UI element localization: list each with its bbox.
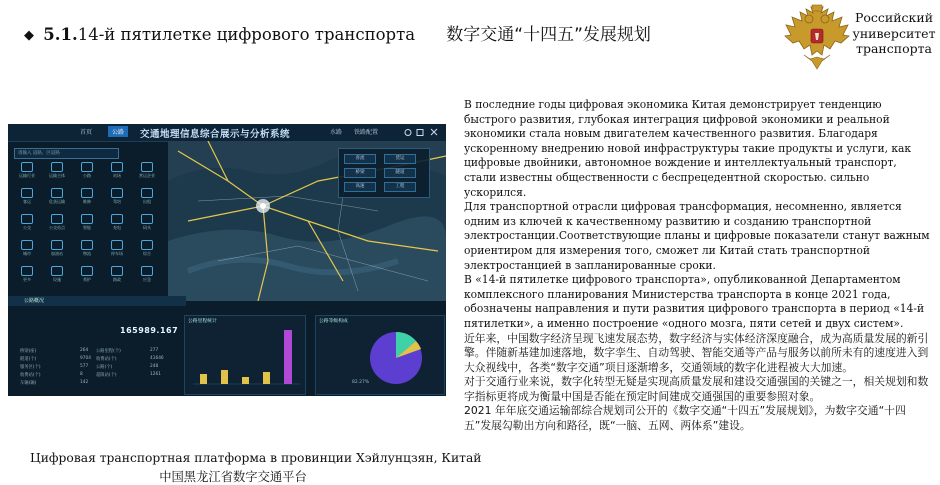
university-line-1: Российский bbox=[854, 10, 934, 25]
category-label: 物流 bbox=[83, 251, 91, 256]
filter-button[interactable]: 高速 bbox=[344, 182, 376, 192]
category-label: 更多 bbox=[23, 277, 31, 282]
stat-value: 1261 bbox=[150, 372, 161, 377]
category-tile[interactable] bbox=[44, 162, 70, 180]
stat-label: 公路(个) bbox=[96, 365, 113, 370]
bar bbox=[284, 330, 292, 384]
diamond-bullet-icon: ◆ bbox=[24, 28, 34, 43]
category-label: 运输主体 bbox=[49, 173, 65, 178]
title-chinese: 数字交通“十四五”发展规划 bbox=[446, 25, 651, 45]
paragraph-cn-1: 近年来，中国数字经济呈现飞速发展态势，数字经济与实体经济深度融合，成为高质量发展的新引擎。伴随新基建加速落地，数字孪生、自动驾驶、智能交通等产品与服务以前所未有的速度进入到大众视线中，各类“数字交通”项目逐渐增多，交通领域的数字化进程被大大加速。 bbox=[464, 331, 929, 374]
category-label: 公交站点 bbox=[49, 225, 65, 230]
category-icon bbox=[51, 214, 63, 224]
category-icon bbox=[141, 188, 153, 198]
filter-button[interactable]: 客流 bbox=[344, 154, 376, 164]
bar bbox=[221, 370, 228, 384]
category-icon bbox=[81, 188, 93, 198]
category-icon bbox=[21, 188, 33, 198]
stat-value: 248 bbox=[150, 364, 159, 369]
category-icon bbox=[51, 266, 63, 276]
road-grade-pie-panel bbox=[315, 315, 445, 395]
paragraph-ru-2: Для транспортной отрасли цифровая трансформация, несомненно, является одним из ключей к качественному развитию и созданию транспортной электростанции.Соответствующие планы и цифровые показатели станут важным ориентиром для измерения того, сможет ли Китай стать транспортной электростанцией в запланированные сроки. bbox=[464, 200, 930, 272]
category-icon bbox=[21, 266, 33, 276]
category-label: 公交 bbox=[23, 225, 31, 230]
category-icon-grid bbox=[14, 144, 166, 294]
screen-icon[interactable] bbox=[417, 130, 423, 136]
category-label: 客运 bbox=[23, 199, 31, 204]
figure-caption-russian: Цифровая транспортная платформа в провинции Хэйлунцзян, Китай bbox=[30, 451, 482, 465]
category-tile[interactable] bbox=[134, 188, 160, 206]
digital-platform-screenshot bbox=[8, 124, 446, 396]
pie-percent-label: 82.27% bbox=[352, 380, 370, 385]
panel-title: 公路等级构成 bbox=[319, 319, 348, 324]
body-text bbox=[464, 98, 930, 434]
figure-caption-chinese: 中国黑龙江省数字交通平台 bbox=[159, 470, 307, 484]
category-tile[interactable] bbox=[104, 240, 130, 258]
category-tile[interactable] bbox=[74, 162, 100, 180]
bar-chart bbox=[185, 316, 305, 394]
paragraph-cn-2: 对于交通行业来说，数字化转型无疑是实现高质量发展和建设交通强国的关键之一，相关规划和数字指标更将成为衡量中国是否能在预定时间建成交通强国的重要参照对象。 bbox=[464, 375, 929, 403]
category-icon bbox=[141, 162, 153, 172]
filter-button[interactable]: 隧道 bbox=[384, 168, 416, 178]
overview-panel bbox=[8, 296, 179, 396]
category-label: 公路 bbox=[83, 173, 91, 178]
stat-label: 车辆(辆) bbox=[20, 381, 37, 386]
category-icon bbox=[141, 240, 153, 250]
category-icon bbox=[111, 214, 123, 224]
category-label: 综合 bbox=[143, 251, 151, 256]
stat-value: 264 bbox=[80, 348, 89, 353]
stat-value: 142 bbox=[80, 380, 89, 385]
category-tile[interactable] bbox=[74, 188, 100, 206]
road-length-bar-panel bbox=[184, 315, 306, 395]
filter-button[interactable]: 桥梁 bbox=[344, 168, 376, 178]
title-russian: 14-й пятилетке цифрового транспорта bbox=[77, 25, 416, 44]
stat-label: 收费站(个) bbox=[20, 373, 41, 378]
section-number: 5.1. bbox=[43, 25, 78, 44]
category-tile[interactable] bbox=[44, 214, 70, 232]
university-line-2: университет bbox=[852, 25, 936, 41]
category-icon bbox=[51, 240, 63, 250]
category-label: 城市 bbox=[23, 251, 31, 256]
category-tile[interactable] bbox=[104, 266, 130, 284]
category-label: 营运企业 bbox=[139, 173, 155, 178]
category-icon bbox=[111, 266, 123, 276]
category-icon bbox=[51, 162, 63, 172]
category-label: 停车场 bbox=[111, 251, 123, 256]
category-tile[interactable] bbox=[14, 240, 40, 258]
category-label: 智能 bbox=[83, 225, 91, 230]
category-label: 出租 bbox=[143, 199, 151, 204]
stat-value: 277 bbox=[150, 348, 159, 353]
stat-label: 收费站(个) bbox=[96, 357, 117, 362]
category-label: 危货运输 bbox=[49, 199, 65, 204]
tab-home[interactable]: 首页 bbox=[80, 129, 93, 136]
category-label: 码头 bbox=[143, 225, 151, 230]
category-tile[interactable] bbox=[134, 240, 160, 258]
category-tile[interactable] bbox=[74, 214, 100, 232]
category-icon bbox=[21, 214, 33, 224]
category-tile[interactable] bbox=[44, 266, 70, 284]
category-label: 驾培 bbox=[113, 199, 121, 204]
platform-title: 交通地理信息综合展示与分析系统 bbox=[140, 129, 291, 140]
category-tile[interactable] bbox=[134, 214, 160, 232]
category-label: 维修 bbox=[83, 199, 91, 204]
toolbar-icons bbox=[404, 128, 442, 137]
total-road-length: 165989.167 bbox=[120, 326, 179, 335]
category-icon bbox=[51, 188, 63, 198]
category-label: 运输行业 bbox=[19, 173, 35, 178]
category-icon bbox=[141, 214, 153, 224]
category-icon bbox=[21, 240, 33, 250]
category-label: 加油站 bbox=[51, 251, 63, 256]
category-tile[interactable] bbox=[14, 188, 40, 206]
category-icon bbox=[81, 214, 93, 224]
search-input[interactable]: 请输入 道路、区道路 bbox=[14, 148, 119, 159]
stat-value: 577 bbox=[80, 364, 89, 369]
category-icon bbox=[111, 188, 123, 198]
tab-road[interactable]: 公路 bbox=[108, 126, 128, 137]
category-tile[interactable] bbox=[74, 266, 100, 284]
bar bbox=[200, 374, 207, 384]
filter-button[interactable]: 工程 bbox=[384, 182, 416, 192]
close-icon[interactable] bbox=[431, 129, 437, 135]
paragraph-ru-1: В последние годы цифровая экономика Китая демонстрирует тенденцию быстрого развития, глубокая интеграция цифровой экономики и реальной экономики стала новым двигателем качественного развития. Благодаря ускоренному внедрению новой инфраструктуры такие продукты и услуги, как цифровые двойники, автономное вождение и интеллектуальный транспорт, стали известны общественности с беспрецедентной скоростью. сильно ускорился. bbox=[464, 98, 912, 199]
pie-chart bbox=[316, 316, 444, 394]
stat-label: 隧道(个) bbox=[20, 357, 37, 362]
stat-label: 公路里程(个) bbox=[96, 349, 121, 354]
category-icon bbox=[21, 162, 33, 172]
category-icon bbox=[81, 266, 93, 276]
category-icon bbox=[111, 162, 123, 172]
paragraph-cn-3: 2021 年年底交通运输部综合规划司公开的《数字交通“十四五”发展规划》，为数字交通“十四五”发展勾勒出方向和路径，既“一脑、五网、两体系”建设。 bbox=[464, 404, 906, 433]
category-tile[interactable] bbox=[14, 266, 40, 284]
bar bbox=[263, 372, 270, 384]
category-tile[interactable] bbox=[104, 188, 130, 206]
double-headed-eagle-emblem-icon bbox=[782, 3, 852, 75]
category-label: 应急 bbox=[143, 277, 151, 282]
category-label: 站场 bbox=[113, 173, 121, 178]
right-filter-panel bbox=[338, 148, 430, 198]
stat-label: 服务区(个) bbox=[20, 365, 41, 370]
category-label: 充电 bbox=[113, 225, 121, 230]
category-tile[interactable] bbox=[14, 162, 40, 180]
stat-label: 桥梁(座) bbox=[20, 349, 37, 354]
platform-top-bar bbox=[8, 124, 446, 142]
category-label: 设施 bbox=[53, 277, 61, 282]
category-icon bbox=[111, 240, 123, 250]
stat-label: 超限站(个) bbox=[96, 373, 117, 378]
panel-title: 公路里程统计 bbox=[188, 319, 217, 324]
category-tile[interactable] bbox=[134, 266, 160, 284]
category-tile[interactable] bbox=[134, 162, 160, 180]
bar bbox=[242, 377, 249, 384]
filter-button[interactable]: 货运 bbox=[384, 154, 416, 164]
category-tile[interactable] bbox=[44, 240, 70, 258]
category-tile[interactable] bbox=[74, 240, 100, 258]
overview-panel-title: 公路概况 bbox=[8, 296, 186, 306]
category-tile[interactable] bbox=[104, 214, 130, 232]
sun-icon[interactable] bbox=[405, 130, 411, 136]
category-tile[interactable] bbox=[44, 188, 70, 206]
stat-value: 41646 bbox=[150, 356, 164, 361]
slide-title bbox=[24, 20, 651, 45]
category-tile[interactable] bbox=[14, 214, 40, 232]
tab-water[interactable]: 水路 bbox=[330, 129, 343, 136]
stat-value: 8 bbox=[80, 372, 83, 377]
tab-rail[interactable]: 铁路配置 bbox=[354, 129, 379, 136]
category-icon bbox=[81, 162, 93, 172]
category-label: 养护 bbox=[83, 277, 91, 282]
category-icon bbox=[141, 266, 153, 276]
category-tile[interactable] bbox=[104, 162, 130, 180]
category-icon bbox=[81, 240, 93, 250]
paragraph-ru-3: В «14-й пятилетке цифрового транспорта», опубликованной Департаментом комплексного планирования Министерства транспорта в конце 2021 года, обозначены направления и пути развития цифрового транспорта в период «14-й пятилетки», а именно построение «одного мозга, пяти сетей и двух систем». bbox=[464, 273, 925, 330]
stat-value: 9704 bbox=[80, 356, 91, 361]
university-name bbox=[852, 10, 936, 57]
category-label: 路政 bbox=[113, 277, 121, 282]
university-line-3: транспорта bbox=[856, 41, 932, 56]
